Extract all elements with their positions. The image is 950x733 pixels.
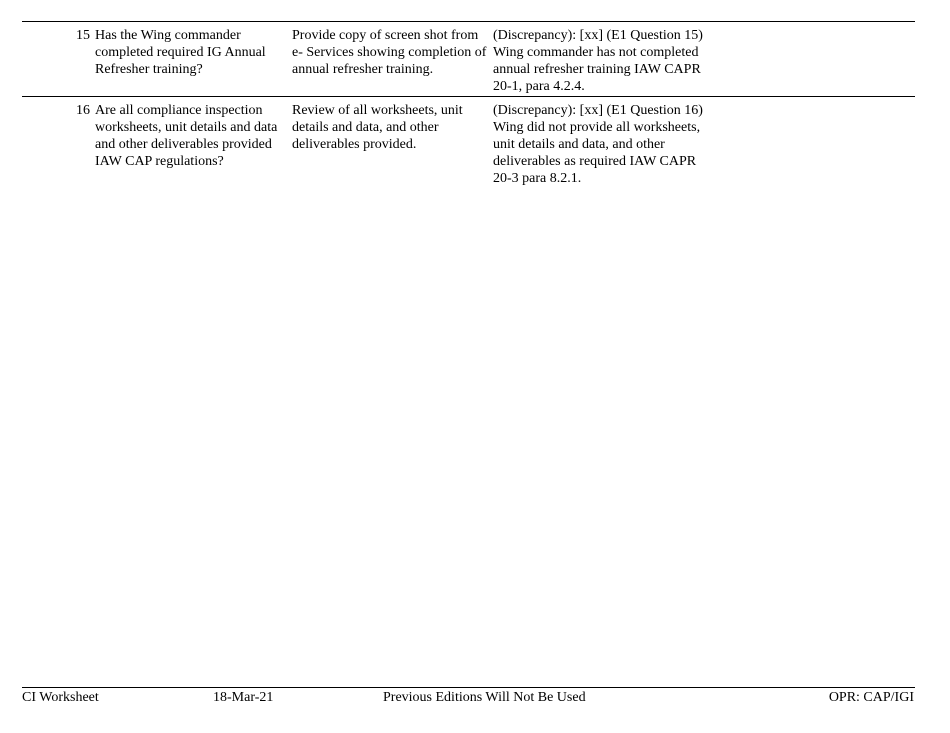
top-rule — [22, 21, 915, 22]
item-question: Are all compliance inspection worksheets, unit details and data and other deliverables provided IAW CAP regulations? — [95, 103, 278, 169]
item-number: 16 — [76, 103, 90, 118]
item-finding: (Discrepancy): [xx] (E1 Question 15) Wing commander has not completed annual refresher training IAW CAPR 20-1, para 4.2.4. — [493, 28, 703, 94]
footer-opr: OPR: CAP/IGI — [828, 690, 914, 705]
item-number: 15 — [76, 28, 90, 43]
footer-form-name: CI Worksheet — [22, 690, 99, 705]
item-method: Review of all worksheets, unit details and data, and other deliverables provided. — [292, 103, 463, 152]
footer-rule — [22, 687, 915, 688]
item-question: Has the Wing commander completed required IG Annual Refresher training? — [95, 28, 266, 77]
item-finding: (Discrepancy): [xx] (E1 Question 16) Wing did not provide all worksheets, unit details and data, and other deliverables as required IAW CAPR 20-3 para 8.2.1. — [493, 103, 703, 186]
footer-date: 18-Mar-21 — [213, 690, 274, 705]
row-divider — [22, 96, 915, 97]
footer-notice: Previous Editions Will Not Be Used — [383, 690, 586, 705]
item-method: Provide copy of screen shot from e- Services showing completion of annual refresher training. — [292, 28, 487, 77]
